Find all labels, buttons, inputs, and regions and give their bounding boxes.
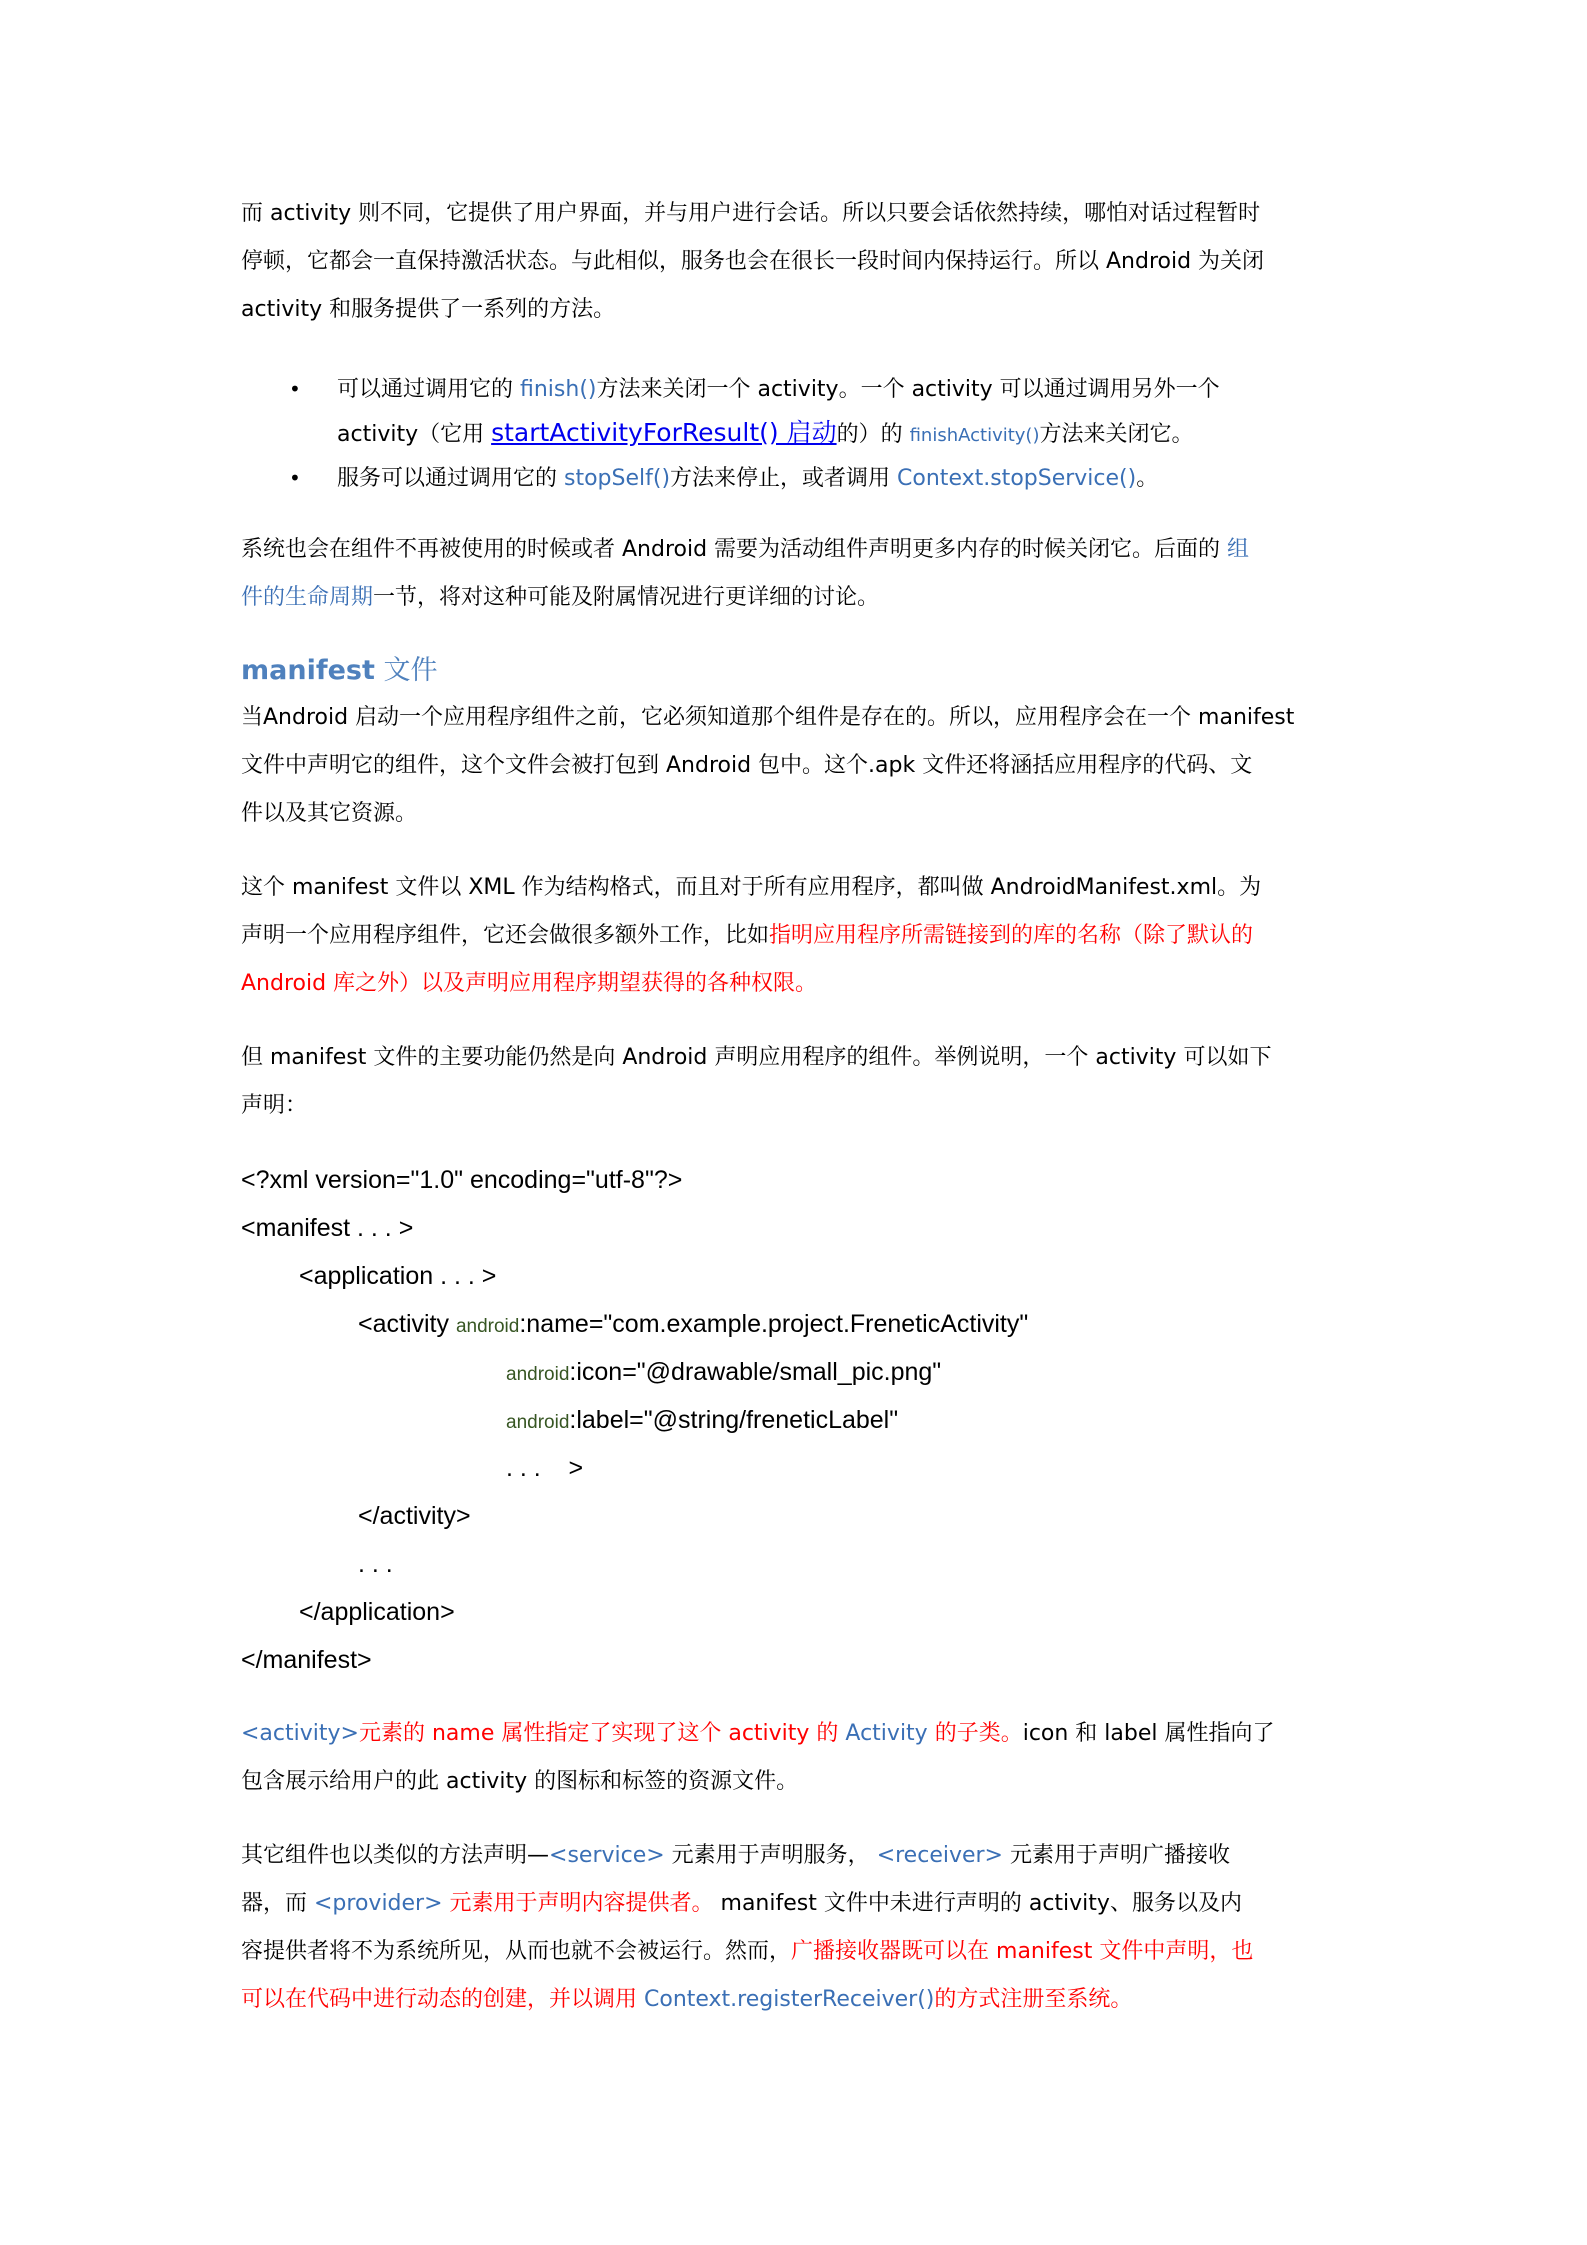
provider-tag: <provider> bbox=[314, 1891, 443, 1916]
paragraph-text: icon 和 label 属性指向了 bbox=[1022, 1721, 1275, 1746]
code-line: </application> bbox=[299, 1598, 455, 1626]
highlighted-text: 的方式注册至系统。 bbox=[934, 1987, 1133, 2012]
code-token: <activity bbox=[358, 1310, 456, 1338]
intro-line-3: activity 和服务提供了一系列的方法。 bbox=[241, 297, 616, 322]
code-line: </manifest> bbox=[241, 1646, 372, 1674]
paragraph-text: 元素用于声明服务， bbox=[664, 1843, 877, 1868]
namespace-token: android bbox=[455, 1316, 520, 1337]
highlighted-text: 元素的 name 属性指定了实现了这个 activity 的 bbox=[358, 1721, 846, 1746]
paragraph-line: 声明： bbox=[241, 1093, 308, 1118]
paragraph-text: 系统也会在组件不再被使用的时候或者 Android 需要为活动组件声明更多内存的时候关闭它。后面的 bbox=[241, 537, 1228, 562]
activity-class-ref: Activity bbox=[845, 1721, 928, 1746]
paragraph-line: 件以及其它资源。 bbox=[241, 801, 418, 826]
paragraph-text: 元素用于声明广播接收 bbox=[1003, 1843, 1230, 1868]
paragraph-text: 容提供者将不为系统所见，从而也就不会被运行。然而， bbox=[241, 1939, 792, 1964]
code-token: :label="@string/freneticLabel" bbox=[569, 1406, 899, 1434]
list-item-service bbox=[289, 457, 1351, 500]
receiver-tag: <receiver> bbox=[876, 1843, 1003, 1868]
code-line: <?xml version="1.0" encoding="utf-8"?> bbox=[241, 1166, 683, 1194]
bullet-icon: • bbox=[289, 377, 301, 401]
paragraph-line: 但 manifest 文件的主要功能仍然是向 Android 声明应用程序的组件。举例说明，一个 activity 可以如下 bbox=[241, 1045, 1272, 1070]
code-line: . . . bbox=[358, 1550, 393, 1578]
paragraph-line: 当Android 启动一个应用程序组件之前，它必须知道那个组件是存在的。所以，应用程序会在一个 manifest bbox=[241, 705, 1295, 730]
list-text: 的）的 bbox=[836, 422, 910, 447]
components-paragraph bbox=[241, 1832, 1351, 2024]
code-line bbox=[241, 1300, 1351, 1348]
intro-paragraph bbox=[241, 190, 1351, 334]
example-paragraph bbox=[241, 1034, 1351, 1130]
code-line bbox=[241, 1348, 1351, 1396]
highlighted-text: 广播接收器既可以在 manifest 文件中声明，也 bbox=[791, 1939, 1254, 1964]
heading-latin: manifest bbox=[241, 655, 375, 686]
paragraph-line: 这个 manifest 文件以 XML 作为结构格式，而且对于所有应用程序，都叫做 AndroidManifest.xml。为 bbox=[241, 875, 1262, 900]
list-text: activity（它用 bbox=[337, 422, 492, 447]
method-stop-self: stopSelf() bbox=[564, 466, 671, 491]
highlighted-text: 元素用于声明内容提供者。 bbox=[442, 1891, 714, 1916]
intro-line-1: 而 activity 则不同，它提供了用户界面，并与用户进行会话。所以只要会话依然持续，哪怕对话过程暂时 bbox=[241, 201, 1261, 226]
paragraph-text: 器，而 bbox=[241, 1891, 314, 1916]
list-text: 方法来停止，或者调用 bbox=[670, 466, 898, 491]
highlighted-text: 指明应用程序所需链接到的库的名称（除了默认的 bbox=[769, 923, 1254, 948]
list-text: 。 bbox=[1136, 466, 1159, 491]
list-text: 方法来关闭一个 activity。一个 activity 可以通过调用另外一个 bbox=[596, 377, 1220, 402]
paragraph-text: 一节，将对这种可能及附属情况进行更详细的讨论。 bbox=[373, 585, 880, 610]
method-stop-service: Context.stopService() bbox=[897, 466, 1137, 491]
code-token: :icon="@drawable/small_pic.png" bbox=[569, 1358, 942, 1386]
start-activity-for-result-link[interactable]: startActivityForResult() 启动 bbox=[491, 418, 837, 447]
heading-cjk: 文件 bbox=[374, 655, 438, 686]
document-page bbox=[241, 190, 1351, 2024]
manifest-code-sample bbox=[241, 1156, 1351, 1684]
lifecycle-link-part-1[interactable]: 组 bbox=[1227, 537, 1250, 562]
system-paragraph bbox=[241, 526, 1351, 622]
paragraph-text: manifest 文件中未进行声明的 activity、服务以及内 bbox=[713, 1891, 1242, 1916]
paragraph-line: 包含展示给用户的此 activity 的图标和标签的资源文件。 bbox=[241, 1769, 799, 1794]
activity-element-paragraph bbox=[241, 1710, 1351, 1806]
list-text: 可以通过调用它的 bbox=[337, 377, 520, 402]
bullet-icon: • bbox=[289, 466, 301, 490]
paragraph-text: 其它组件也以类似的方法声明— bbox=[241, 1843, 550, 1868]
highlighted-text: 的子类。 bbox=[927, 1721, 1023, 1746]
code-token: :name="com.example.project.FreneticActivity" bbox=[519, 1310, 1029, 1338]
list-text: 服务可以通过调用它的 bbox=[337, 466, 564, 491]
activity-tag: <activity> bbox=[241, 1721, 359, 1746]
code-line: <manifest . . . > bbox=[241, 1214, 414, 1242]
close-methods-list bbox=[241, 368, 1351, 500]
code-line: . . . > bbox=[506, 1454, 584, 1482]
paragraph-line: 声明一个应用程序组件，它还会做很多额外工作，比如 bbox=[241, 923, 770, 948]
service-tag: <service> bbox=[549, 1843, 665, 1868]
method-register-receiver: Context.registerReceiver() bbox=[644, 1987, 935, 2012]
method-finish-activity: finishActivity() bbox=[909, 425, 1040, 446]
method-finish: finish() bbox=[520, 377, 597, 402]
lifecycle-link-part-2[interactable]: 件的生命周期 bbox=[241, 585, 374, 610]
highlighted-text: 可以在代码中进行动态的创建，并以调用 bbox=[241, 1987, 644, 2012]
list-item-activity bbox=[289, 368, 1351, 457]
namespace-token: android bbox=[506, 1364, 570, 1385]
list-text: 方法来关闭它。 bbox=[1039, 422, 1194, 447]
xml-format-paragraph bbox=[241, 864, 1351, 1008]
intro-line-2: 停顿，它都会一直保持激活状态。与此相似，服务也会在很长一段时间内保持运行。所以 Android 为关闭 bbox=[241, 249, 1265, 274]
code-line bbox=[241, 1396, 1351, 1444]
namespace-token: android bbox=[506, 1412, 570, 1433]
section-heading-manifest bbox=[241, 648, 1351, 694]
highlighted-text: Android 库之外）以及声明应用程序期望获得的各种权限。 bbox=[241, 971, 818, 996]
manifest-intro-paragraph bbox=[241, 694, 1351, 838]
paragraph-line: 文件中声明它的组件，这个文件会被打包到 Android 包中。这个.apk 文件还将涵括应用程序的代码、文 bbox=[241, 753, 1253, 778]
code-line: </activity> bbox=[358, 1502, 471, 1530]
code-line: <application . . . > bbox=[299, 1262, 497, 1290]
